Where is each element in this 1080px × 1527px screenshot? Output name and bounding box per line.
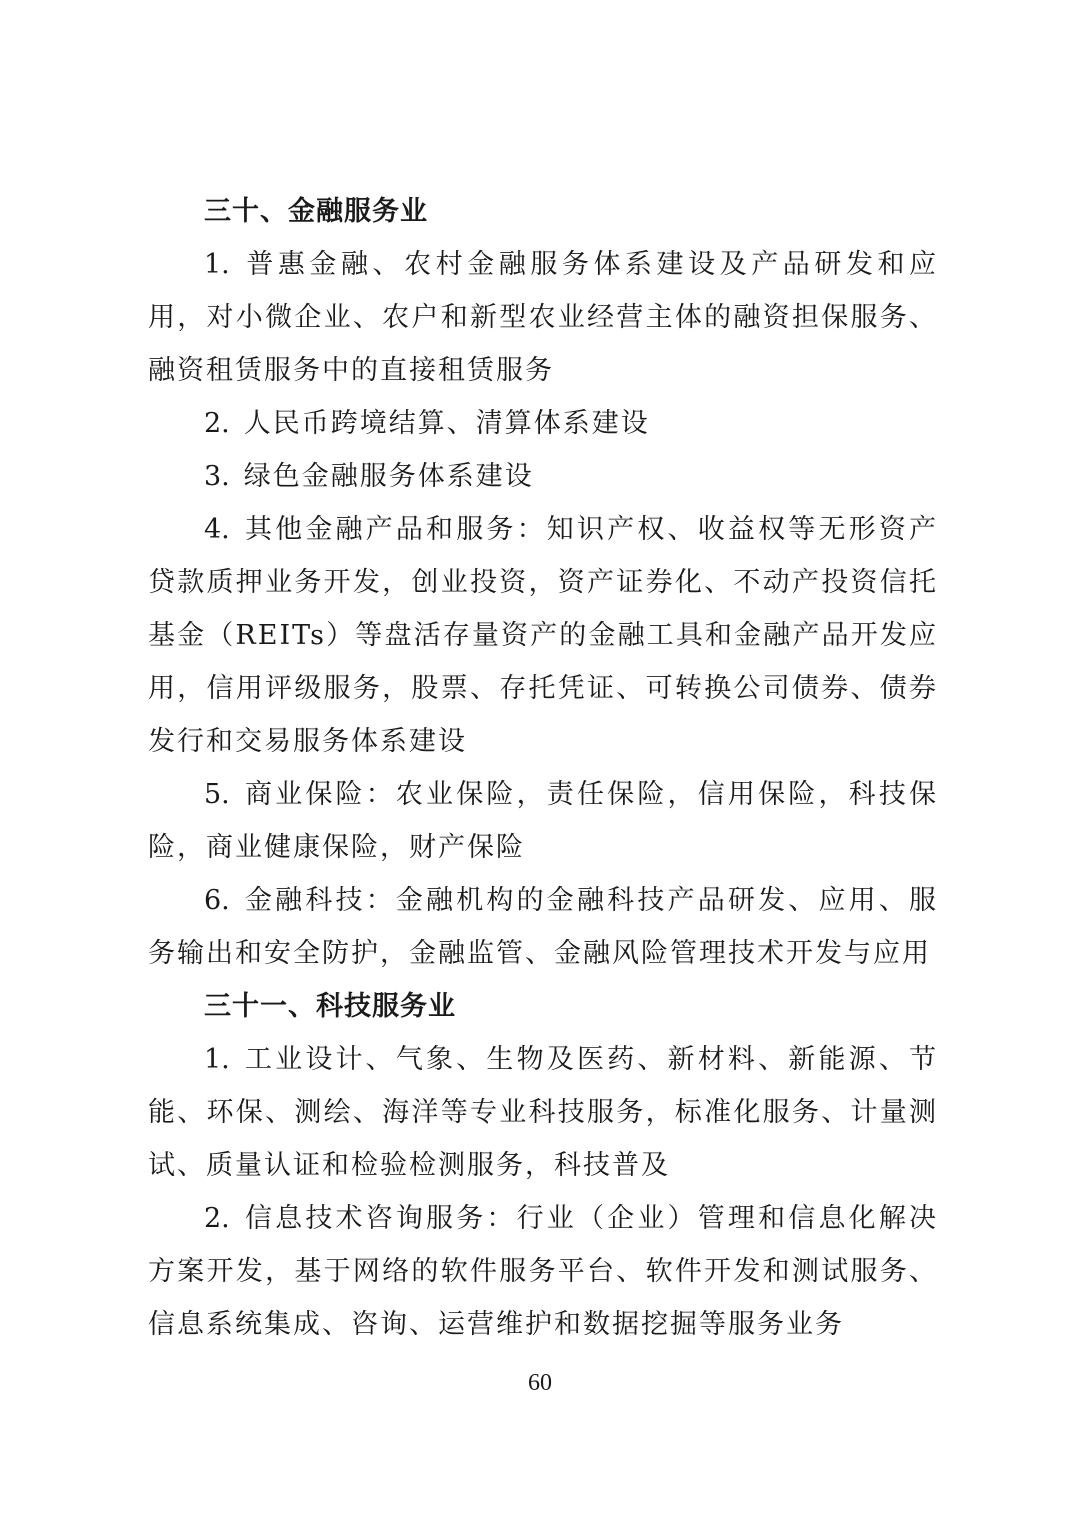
item-number: 6. [204,885,230,916]
list-item [148,238,938,397]
list-item [148,768,938,874]
list-item [148,450,938,503]
item-number: 1. [204,1044,230,1075]
list-item [148,874,938,980]
document-body [148,185,938,1351]
item-number: 2. [204,1203,230,1234]
item-text: 人民币跨境结算、清算体系建设 [243,408,650,439]
list-item [148,503,938,768]
item-text: 普惠金融、农村金融服务体系建设及产品研发和应用，对小微企业、农户和新型农业经营主体的融资担保服务、融资租赁服务中的直接租赁服务 [148,249,938,386]
item-number: 2. [204,408,230,439]
section-heading-finance: 三十、金融服务业 [204,196,428,227]
list-item [148,397,938,450]
list-item [148,1033,938,1192]
item-number: 1. [204,249,230,280]
section-heading-tech-services: 三十一、科技服务业 [204,991,456,1022]
item-text: 信息技术咨询服务：行业（企业）管理和信息化解决方案开发，基于网络的软件服务平台、软件开发和测试服务、信息系统集成、咨询、运营维护和数据挖掘等服务业务 [148,1203,938,1340]
item-number: 5. [204,779,230,810]
item-text: 金融科技：金融机构的金融科技产品研发、应用、服务输出和安全防护，金融监管、金融风险管理技术开发与应用 [148,885,938,969]
item-number: 4. [204,514,230,545]
item-text: 商业保险：农业保险，责任保险，信用保险，科技保险，商业健康保险，财产保险 [148,779,938,863]
item-text: 工业设计、气象、生物及医药、新材料、新能源、节能、环保、测绘、海洋等专业科技服务，标准化服务、计量测试、质量认证和检验检测服务，科技普及 [148,1044,938,1181]
item-number: 3. [204,461,230,492]
item-text: 其他金融产品和服务：知识产权、收益权等无形资产贷款质押业务开发，创业投资，资产证券化、不动产投资信托基金（REITs）等盘活存量资产的金融工具和金融产品开发应用，信用评级服务，股票、存托凭证、可转换公司债券、债券发行和交易服务体系建设 [148,514,938,757]
page-number: 60 [528,1370,552,1396]
list-item [148,1192,938,1351]
item-text: 绿色金融服务体系建设 [243,461,534,492]
